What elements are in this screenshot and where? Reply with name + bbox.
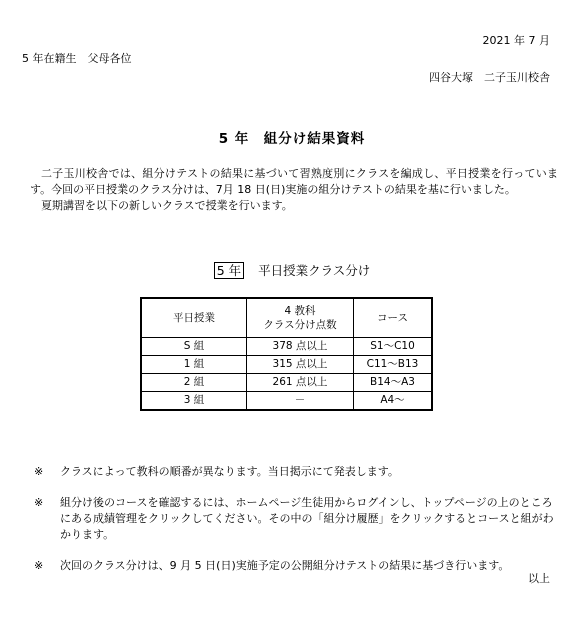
note-item <box>34 558 554 574</box>
note-mark: ※ <box>34 465 44 478</box>
note-text: クラスによって教科の順番が異なります。当日掲示にて発表します。 <box>60 465 399 478</box>
note-item <box>34 464 554 480</box>
table-title-grade: 5 年 <box>214 262 244 279</box>
table-title <box>0 262 584 280</box>
cell-score: 378 点以上 <box>247 338 354 356</box>
cell-score: － <box>247 392 354 411</box>
note-text: 組分け後のコースを確認するには、ホームページ生徒用からログインし、トップページの上のところにある成績管理をクリックしてください。その中の「組分け履歴」をクリックするとコースと組がわかります。 <box>60 495 554 541</box>
table-row <box>141 392 432 411</box>
table-header-row <box>141 298 432 338</box>
intro-text <box>30 166 558 214</box>
intro-paragraph-2: 夏期講習を以下の新しいクラスで授業を行います。 <box>41 198 293 212</box>
table-row <box>141 338 432 356</box>
cell-class: 3 組 <box>141 392 247 411</box>
intro-paragraph-1: 二子玉川校舎では、組分けテストの結果に基づいて習熟度別にクラスを編成し、平日授業を行っています。今回の平日授業のクラス分けは、7月 18 日(日)実施の組分けテストの結果を基に行いました。 <box>30 167 558 196</box>
note-text: 次回のクラス分けは、9 月 5 日(日)実施予定の公開組分けテストの結果に基づき行います。 <box>60 558 510 572</box>
table-row <box>141 374 432 392</box>
sender-line: 四谷大塚 二子玉川校舎 <box>429 71 550 84</box>
cell-course: B14～A3 <box>354 374 433 392</box>
cell-score: 261 点以上 <box>247 374 354 392</box>
class-assignment-table <box>140 297 433 411</box>
table-row <box>141 356 432 374</box>
note-mark: ※ <box>34 495 44 509</box>
header-score-label: 4 教科 クラス分け点数 <box>263 304 337 331</box>
cell-course: C11～B13 <box>354 356 433 374</box>
table-title-text: 平日授業クラス分け <box>258 263 371 278</box>
cell-class: 2 組 <box>141 374 247 392</box>
recipient-line: 5 年在籍生 父母各位 <box>22 52 132 65</box>
notes-list <box>34 464 554 589</box>
document-title: 5 年 組分け結果資料 <box>218 131 366 147</box>
cell-score: 315 点以上 <box>247 356 354 374</box>
cell-class: 1 組 <box>141 356 247 374</box>
cell-class: S 組 <box>141 338 247 356</box>
closing-text: 以上 <box>528 572 550 585</box>
header-weekday-class: 平日授業 <box>141 298 247 338</box>
note-mark: ※ <box>34 558 44 572</box>
document-date: 2021 年 7 月 <box>482 34 550 47</box>
cell-course: S1～C10 <box>354 338 433 356</box>
note-item <box>34 495 554 543</box>
cell-course: A4～ <box>354 392 433 411</box>
header-course: コース <box>354 298 433 338</box>
header-score <box>247 298 354 338</box>
